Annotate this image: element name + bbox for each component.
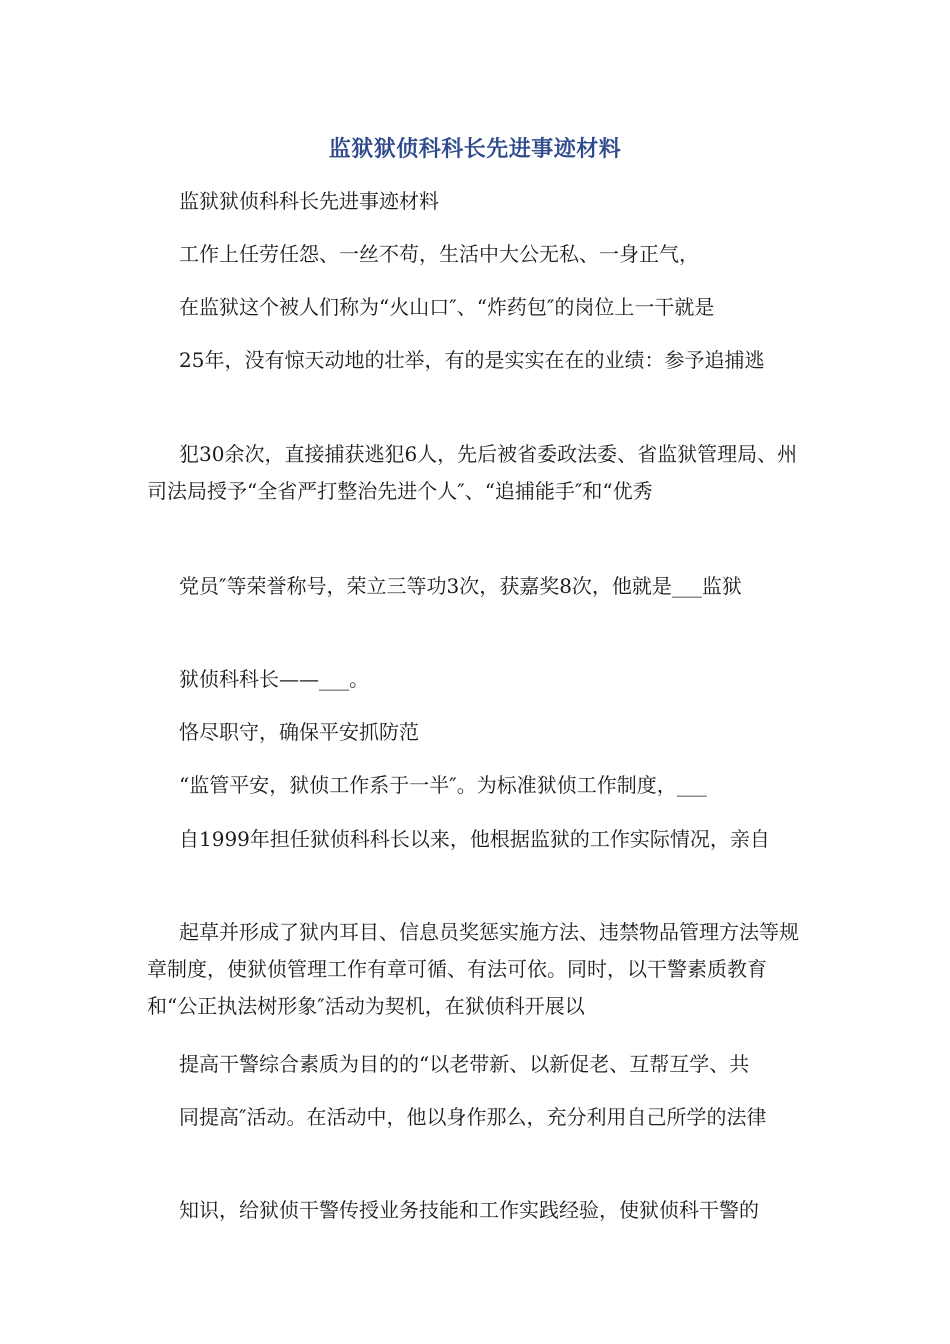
paragraph-14: 知识，给狱侦干警传授业务技能和工作实践经验，使狱侦科干警的 — [179, 1198, 759, 1222]
paragraph-12: 提高干警综合素质为目的的“以老带新、以新促老、互帮互学、共 — [179, 1052, 750, 1076]
paragraph-7: 狱侦科科长——___。 — [179, 667, 369, 691]
paragraph-1: 监狱狱侦科科长先进事迹材料 — [179, 189, 439, 213]
paragraph-2: 工作上任劳任怨、一丝不苟，生活中大公无私、一身正气， — [179, 242, 699, 266]
paragraph-3: 在监狱这个被人们称为“火山口″、“炸药包″的岗位上一干就是 — [179, 295, 715, 319]
paragraph-10: 自1999年担任狱侦科科长以来，他根据监狱的工作实际情况，亲自 — [179, 827, 770, 851]
paragraph-9: “监管平安，狱侦工作系于一半″。为标准狱侦工作制度，___ — [179, 773, 707, 797]
document-title: 监狱狱侦科科长先进事迹材料 — [328, 136, 622, 162]
paragraph-4: 25年，没有惊天动地的壮举，有的是实实在在的业绩：参予追捕逃 — [179, 348, 765, 372]
paragraph-5: 犯30余次，直接捕获逃犯6人，先后被省委政法委、省监狱管理局、州司法局授予“全省严打整治先进个人″、“追捕能手″和“优秀 — [147, 442, 798, 503]
paragraph-11: 起草并形成了狱内耳目、信息员奖惩实施方法、违禁物品管理方法等规章制度，使狱侦管理工作有章可循、有法可依。同时，以干警素质教育和“公正执法树形象″活动为契机，在狱侦科开展以 — [147, 920, 799, 1018]
paragraph-8: 恪尽职守，确保平安抓防范 — [179, 720, 419, 744]
paragraph-13: 同提高″活动。在活动中，他以身作那么，充分利用自己所学的法律 — [179, 1105, 767, 1129]
paragraph-6: 党员″等荣誉称号，荣立三等功3次，获嘉奖8次，他就是___监狱 — [179, 574, 742, 598]
